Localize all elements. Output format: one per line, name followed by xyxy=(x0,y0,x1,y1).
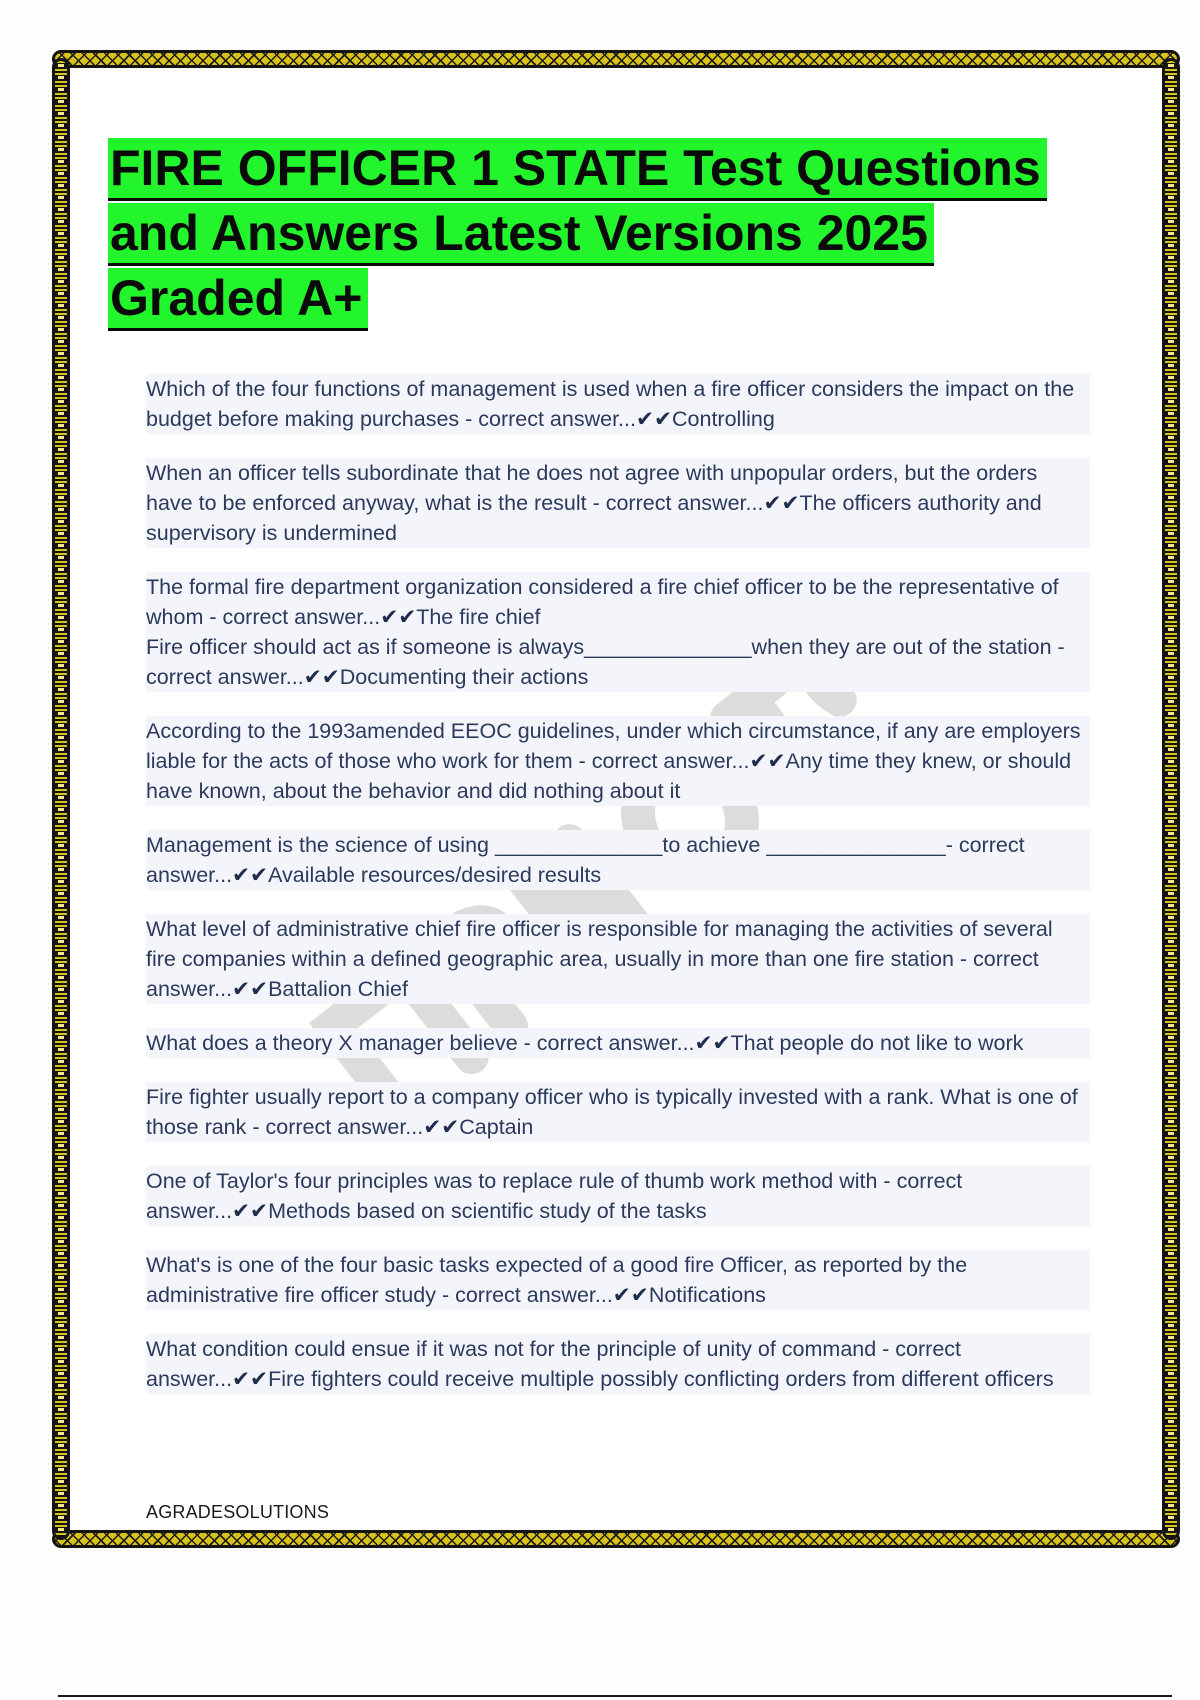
check-icon: ✔✔ xyxy=(635,407,673,431)
border-top xyxy=(52,50,1180,68)
answer-text: The officers authority and supervisory is undermined xyxy=(146,491,1042,545)
question-text: Management is the science of using ______________to achieve _______________- correct answer... xyxy=(146,833,1025,887)
check-icon: ✔✔ xyxy=(423,1115,460,1139)
question-text: What's is one of the four basic tasks expected of a good fire Officer, as reported by the administrative fire officer study - correct answer... xyxy=(146,1253,968,1307)
answer-text: Any time they knew, or should have known, about the behavior and did nothing about it xyxy=(146,749,1072,803)
qa-item-1 xyxy=(146,374,1090,434)
qa-list xyxy=(146,374,1090,1418)
qa-item-10 xyxy=(146,1250,1090,1310)
answer-text: Notifications xyxy=(648,1283,766,1307)
footer-brand: AGRADESOLUTIONS xyxy=(146,1502,330,1522)
qa-item-8 xyxy=(146,1082,1090,1142)
check-icon: ✔✔ xyxy=(232,1199,269,1223)
question-text: What does a theory X manager believe - correct answer... xyxy=(146,1031,695,1055)
question-text: Fire fighter usually report to a company officer who is typically invested with a rank. What is one of those rank - correct answer... xyxy=(146,1085,1078,1139)
question-text: According to the 1993amended EEOC guidelines, under which circumstance, if any are employers liable for the acts of those who work for them - correct answer... xyxy=(146,719,1081,773)
document-title xyxy=(108,138,1118,333)
title-line-2: and Answers Latest Versions 2025 xyxy=(108,203,934,266)
question-text: The formal fire department organization considered a fire chief officer to be the representative of whom - correct answer... xyxy=(146,575,1059,629)
border-right xyxy=(1162,58,1180,1540)
check-icon: ✔✔ xyxy=(749,749,786,773)
qa-item-11 xyxy=(146,1334,1090,1394)
answer-text: Fire fighters could receive multiple possibly conflicting orders from different officers xyxy=(268,1367,1054,1391)
answer-text: That people do not like to work xyxy=(730,1031,1024,1055)
question-text: What level of administrative chief fire officer is responsible for managing the activities of several fire companies within a defined geographic area, usually in more than one fire station - correct answer... xyxy=(146,917,1053,1001)
qa-item-5 xyxy=(146,830,1090,890)
question-text: Fire officer should act as if someone is always______________when they are out of the station - correct answer... xyxy=(146,635,1065,689)
answer-text: Methods based on scientific study of the tasks xyxy=(268,1199,707,1223)
border-left xyxy=(52,58,70,1540)
qa-item-2 xyxy=(146,458,1090,548)
answer-text: Documenting their actions xyxy=(339,665,589,689)
check-icon: ✔✔ xyxy=(232,1367,269,1391)
qa-item-7 xyxy=(146,1028,1090,1058)
title-line-3: Graded A+ xyxy=(108,268,368,331)
check-icon: ✔✔ xyxy=(303,665,340,689)
answer-text: The fire chief xyxy=(416,605,541,629)
check-icon: ✔✔ xyxy=(232,863,269,887)
check-icon: ✔✔ xyxy=(763,491,800,515)
check-icon: ✔✔ xyxy=(380,605,417,629)
answer-text: Controlling xyxy=(672,407,775,431)
title-line-1: FIRE OFFICER 1 STATE Test Questions xyxy=(108,138,1047,201)
qa-item-6 xyxy=(146,914,1090,1004)
question-text: When an officer tells subordinate that he does not agree with unpopular orders, but the orders have to be enforced anyway, what is the result - correct answer... xyxy=(146,461,1038,515)
bottom-divider xyxy=(58,1695,1172,1697)
check-icon: ✔✔ xyxy=(612,1283,649,1307)
check-icon: ✔✔ xyxy=(694,1031,731,1055)
border-bottom xyxy=(52,1530,1180,1548)
qa-item-4 xyxy=(146,716,1090,806)
answer-text: Available resources/desired results xyxy=(268,863,602,887)
question-text: One of Taylor's four principles was to replace rule of thumb work method with - correct answer... xyxy=(146,1169,963,1223)
answer-text: Battalion Chief xyxy=(268,977,408,1001)
qa-item-9 xyxy=(146,1166,1090,1226)
answer-text: Captain xyxy=(459,1115,534,1139)
question-text: Which of the four functions of management is used when a fire officer considers the impact on the budget before making purchases - correct answer... xyxy=(146,377,1075,431)
qa-item-3 xyxy=(146,572,1090,692)
check-icon: ✔✔ xyxy=(232,977,269,1001)
question-text: What condition could ensue if it was not for the principle of unity of command - correct answer... xyxy=(146,1337,962,1391)
